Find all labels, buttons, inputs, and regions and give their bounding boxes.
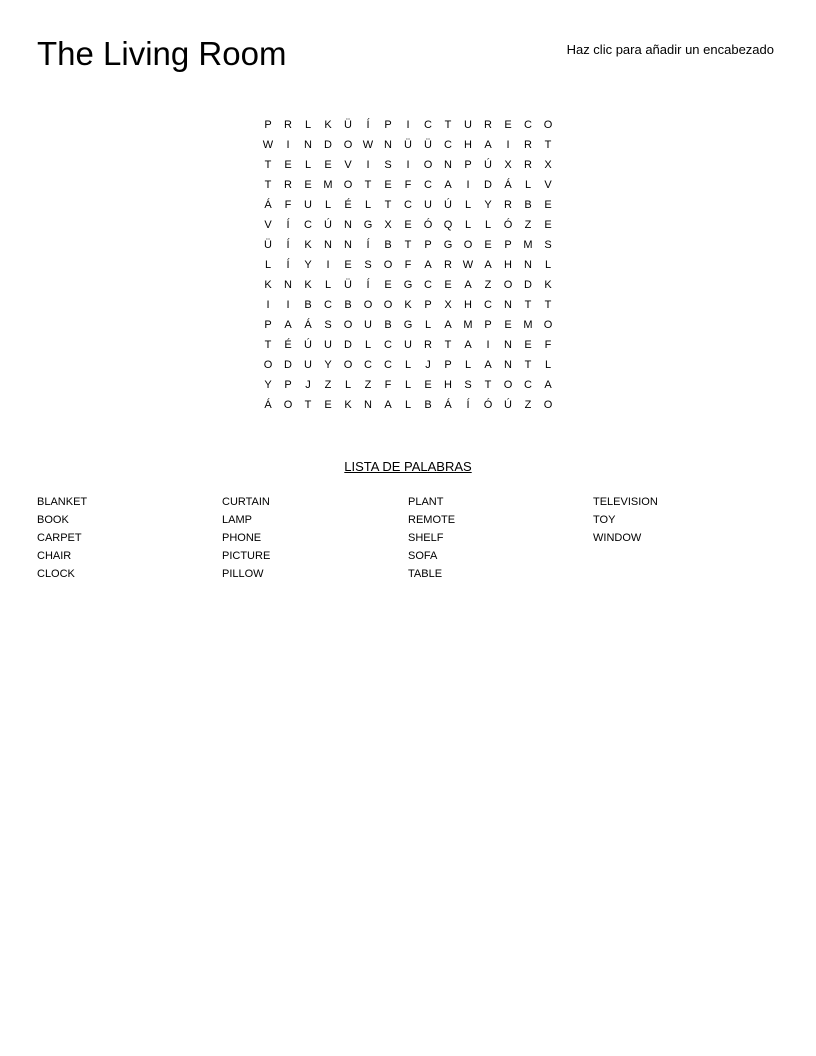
grid-letter: S — [364, 259, 372, 271]
grid-letter: A — [544, 379, 552, 391]
word-item: TELEVISION — [593, 496, 658, 508]
grid-letter: W — [262, 139, 274, 151]
grid-letter: L — [464, 359, 472, 371]
grid-letter: Ü — [404, 139, 412, 151]
grid-letter: X — [444, 299, 452, 311]
word-column-4 — [593, 493, 773, 547]
grid-letter: K — [324, 119, 332, 131]
grid-letter: Q — [443, 219, 453, 231]
grid-letter: I — [406, 159, 410, 171]
grid-letter: Í — [286, 259, 290, 271]
grid-letter: N — [364, 399, 372, 411]
word-column-1 — [37, 493, 217, 583]
grid-letter: Á — [264, 399, 272, 411]
grid-letter: É — [284, 339, 292, 351]
word-item: WINDOW — [593, 532, 642, 544]
grid-letter: P — [284, 379, 292, 391]
grid-letter: F — [404, 179, 412, 191]
grid-letter: R — [284, 119, 292, 131]
grid-letter: Ú — [484, 159, 492, 171]
grid-letter: F — [284, 199, 292, 211]
grid-letter: L — [484, 219, 492, 231]
word-item: CARPET — [37, 532, 82, 544]
grid-letter: O — [343, 359, 353, 371]
grid-letter: I — [286, 139, 290, 151]
grid-letter: I — [486, 339, 490, 351]
grid-letter: B — [424, 399, 432, 411]
grid-letter: I — [506, 139, 510, 151]
grid-letter: F — [404, 259, 412, 271]
grid-letter: D — [284, 359, 292, 371]
word-item: BLANKET — [37, 496, 88, 508]
grid-letter: T — [264, 179, 272, 191]
grid-letter: M — [323, 179, 333, 191]
word-item: CURTAIN — [222, 496, 270, 508]
grid-letter: N — [524, 259, 532, 271]
grid-letter: T — [264, 339, 272, 351]
grid-letter: O — [463, 239, 473, 251]
grid-letter: N — [284, 279, 292, 291]
word-item: PICTURE — [222, 550, 271, 562]
grid-letter: E — [544, 219, 552, 231]
grid-letter: Í — [366, 279, 370, 291]
grid-letter: T — [444, 119, 452, 131]
grid-letter: S — [464, 379, 472, 391]
grid-letter: H — [444, 379, 452, 391]
grid-letter: R — [524, 139, 532, 151]
grid-letter: Z — [324, 379, 332, 391]
grid-letter: E — [324, 399, 332, 411]
grid-letter: O — [543, 119, 553, 131]
grid-letter: Ú — [504, 399, 512, 411]
grid-letter: Á — [304, 319, 312, 331]
grid-letter: J — [305, 379, 311, 391]
grid-letter: D — [324, 139, 332, 151]
grid-letter: L — [304, 159, 312, 171]
grid-letter: I — [326, 259, 330, 271]
grid-letter: J — [425, 359, 431, 371]
grid-letter: K — [544, 279, 552, 291]
grid-letter: A — [444, 319, 452, 331]
grid-letter: P — [444, 359, 452, 371]
grid-letter: N — [344, 219, 352, 231]
grid-letter: O — [363, 299, 373, 311]
grid-letter: Ú — [304, 339, 312, 351]
grid-letter: K — [304, 239, 312, 251]
grid-letter: L — [324, 279, 332, 291]
grid-letter: T — [364, 179, 372, 191]
grid-letter: Y — [324, 359, 332, 371]
grid-letter: C — [424, 179, 432, 191]
grid-letter: R — [424, 339, 432, 351]
grid-letter: T — [304, 399, 312, 411]
grid-letter: V — [544, 179, 552, 191]
grid-letter: D — [484, 179, 492, 191]
grid-letter: T — [384, 199, 392, 211]
grid-letter: F — [384, 379, 392, 391]
grid-letter: K — [304, 279, 312, 291]
grid-letter: E — [484, 239, 492, 251]
grid-letter: C — [384, 359, 392, 371]
grid-letter: O — [343, 179, 353, 191]
grid-letter: A — [484, 359, 492, 371]
grid-letter: O — [543, 319, 553, 331]
grid-letter: S — [324, 319, 332, 331]
grid-letter: U — [404, 339, 412, 351]
grid-letter: U — [464, 119, 472, 131]
grid-letter: E — [344, 259, 352, 271]
grid-letter: T — [404, 239, 412, 251]
grid-letter: P — [464, 159, 472, 171]
grid-letter: K — [404, 299, 412, 311]
grid-letter: S — [384, 159, 392, 171]
word-item: TOY — [593, 514, 616, 526]
word-item: PLANT — [408, 496, 444, 508]
grid-letter: L — [404, 399, 412, 411]
grid-letter: P — [504, 239, 512, 251]
grid-letter: C — [484, 299, 492, 311]
header-placeholder[interactable]: Haz clic para añadir un encabezado — [566, 42, 774, 57]
grid-letter: Í — [366, 119, 370, 131]
grid-letter: G — [403, 319, 413, 331]
grid-letter: L — [264, 259, 272, 271]
grid-letter: U — [324, 339, 332, 351]
grid-letter: L — [304, 119, 312, 131]
grid-letter: Í — [286, 239, 290, 251]
grid-letter: Ü — [344, 119, 352, 131]
grid-letter: W — [362, 139, 374, 151]
grid-letter: Z — [524, 399, 532, 411]
grid-letter: H — [504, 259, 512, 271]
grid-letter: G — [443, 239, 453, 251]
grid-letter: O — [283, 399, 293, 411]
word-column-3 — [408, 493, 588, 583]
grid-letter: P — [264, 119, 272, 131]
grid-letter: T — [524, 299, 532, 311]
grid-letter: H — [464, 139, 472, 151]
grid-letter: O — [383, 299, 393, 311]
grid-letter: E — [384, 279, 392, 291]
grid-letter: E — [304, 179, 312, 191]
grid-letter: L — [544, 259, 552, 271]
grid-letter: R — [484, 119, 492, 131]
grid-letter: L — [364, 199, 372, 211]
grid-letter: V — [344, 159, 352, 171]
grid-letter: Á — [444, 399, 452, 411]
grid-letter: P — [424, 299, 432, 311]
grid-letter: C — [424, 119, 432, 131]
word-search-grid — [258, 115, 558, 415]
grid-letter: C — [424, 279, 432, 291]
grid-letter: T — [544, 139, 552, 151]
grid-letter: U — [424, 199, 432, 211]
word-item: TABLE — [408, 568, 443, 580]
grid-letter: Y — [304, 259, 312, 271]
grid-letter: Á — [504, 179, 512, 191]
grid-letter: B — [384, 319, 392, 331]
grid-letter: P — [264, 319, 272, 331]
grid-letter: G — [403, 279, 413, 291]
grid-letter: N — [384, 139, 392, 151]
word-item: LAMP — [222, 514, 252, 526]
grid-letter: B — [524, 199, 532, 211]
grid-letter: F — [544, 339, 552, 351]
grid-letter: L — [364, 339, 372, 351]
grid-letter: L — [524, 179, 532, 191]
grid-letter: W — [462, 259, 474, 271]
grid-letter: M — [463, 319, 473, 331]
grid-letter: Ó — [503, 219, 513, 231]
word-item: PHONE — [222, 532, 262, 544]
grid-letter: G — [363, 219, 373, 231]
grid-letter: I — [466, 179, 470, 191]
grid-letter: A — [424, 259, 432, 271]
grid-letter: R — [284, 179, 292, 191]
grid-letter: L — [464, 199, 472, 211]
grid-letter: L — [404, 379, 412, 391]
grid-letter: N — [344, 239, 352, 251]
grid-letter: Ó — [483, 399, 493, 411]
grid-letter: I — [366, 159, 370, 171]
grid-letter: N — [504, 339, 512, 351]
grid-letter: X — [384, 219, 392, 231]
grid-letter: B — [344, 299, 352, 311]
grid-letter: L — [424, 319, 432, 331]
grid-letter: E — [504, 119, 512, 131]
grid-letter: R — [444, 259, 452, 271]
grid-letter: T — [444, 339, 452, 351]
word-item: BOOK — [37, 514, 69, 526]
page-title: The Living Room — [37, 35, 287, 72]
word-column-2 — [222, 493, 402, 583]
grid-letter: E — [284, 159, 292, 171]
grid-letter: C — [384, 339, 392, 351]
grid-letter: É — [344, 199, 352, 211]
word-item: CLOCK — [37, 568, 75, 580]
grid-letter: L — [544, 359, 552, 371]
grid-letter: E — [384, 179, 392, 191]
grid-letter: Í — [366, 239, 370, 251]
grid-letter: E — [404, 219, 412, 231]
grid-letter: E — [524, 339, 532, 351]
grid-letter: Ü — [264, 239, 272, 251]
grid-letter: Y — [484, 199, 492, 211]
grid-letter: E — [544, 199, 552, 211]
grid-letter: I — [286, 299, 290, 311]
grid-letter: P — [384, 119, 392, 131]
grid-letter: E — [504, 319, 512, 331]
grid-letter: Í — [466, 399, 470, 411]
grid-letter: N — [504, 299, 512, 311]
word-list-heading — [0, 459, 816, 475]
grid-letter: A — [384, 399, 392, 411]
grid-letter: L — [324, 199, 332, 211]
grid-letter: U — [304, 359, 312, 371]
grid-letter: L — [404, 359, 412, 371]
grid-letter: T — [484, 379, 492, 391]
grid-letter: Ü — [424, 139, 432, 151]
grid-letter: M — [523, 239, 533, 251]
grid-letter: L — [464, 219, 472, 231]
grid-letter: O — [343, 139, 353, 151]
grid-letter: U — [364, 319, 372, 331]
grid-letter: O — [423, 159, 433, 171]
grid-letter: N — [304, 139, 312, 151]
grid-letter: A — [484, 139, 492, 151]
grid-letter: C — [444, 139, 452, 151]
word-item: REMOTE — [408, 514, 456, 526]
grid-letter: S — [544, 239, 552, 251]
grid-letter: T — [524, 359, 532, 371]
grid-letter: O — [543, 399, 553, 411]
grid-letter: C — [324, 299, 332, 311]
grid-letter: O — [263, 359, 273, 371]
word-item: SHELF — [408, 532, 444, 544]
grid-letter: L — [344, 379, 352, 391]
grid-letter: A — [284, 319, 292, 331]
grid-letter: I — [406, 119, 410, 131]
grid-letter: R — [504, 199, 512, 211]
grid-letter: D — [344, 339, 352, 351]
word-list-title: LISTA DE PALABRAS — [344, 459, 472, 474]
grid-letter: D — [524, 279, 532, 291]
grid-letter: E — [424, 379, 432, 391]
grid-letter: Ú — [444, 199, 452, 211]
grid-letter: M — [523, 319, 533, 331]
grid-letter: H — [464, 299, 472, 311]
grid-letter: Ú — [324, 219, 332, 231]
grid-letter: Z — [484, 279, 492, 291]
grid-letter: Z — [364, 379, 372, 391]
grid-letter: X — [544, 159, 552, 171]
grid-letter: P — [484, 319, 492, 331]
grid-letter: N — [504, 359, 512, 371]
grid-letter: O — [343, 319, 353, 331]
grid-letter: Ü — [344, 279, 352, 291]
grid-letter: A — [444, 179, 452, 191]
grid-letter: Y — [264, 379, 272, 391]
grid-letter: P — [424, 239, 432, 251]
word-item: SOFA — [408, 550, 438, 562]
grid-letter: E — [324, 159, 332, 171]
grid-letter: C — [304, 219, 312, 231]
grid-letter: I — [266, 299, 270, 311]
word-item: PILLOW — [222, 568, 264, 580]
grid-letter: R — [524, 159, 532, 171]
grid-letter: A — [484, 259, 492, 271]
grid-letter: K — [344, 399, 352, 411]
grid-letter: T — [544, 299, 552, 311]
grid-letter: C — [404, 199, 412, 211]
grid-letter: X — [504, 159, 512, 171]
word-item: CHAIR — [37, 550, 72, 562]
grid-letter: T — [264, 159, 272, 171]
grid-letter: E — [444, 279, 452, 291]
grid-letter: B — [304, 299, 312, 311]
grid-letter: V — [264, 219, 272, 231]
grid-letter: Í — [286, 219, 290, 231]
grid-letter: Á — [264, 199, 272, 211]
grid-letter: U — [304, 199, 312, 211]
grid-letter: C — [364, 359, 372, 371]
grid-letter: O — [503, 279, 513, 291]
grid-letter: N — [324, 239, 332, 251]
grid-letter: C — [524, 119, 532, 131]
grid-letter: N — [444, 159, 452, 171]
grid-letter: Z — [524, 219, 532, 231]
grid-letter: A — [464, 279, 472, 291]
grid-letter: Ó — [423, 219, 433, 231]
grid-letter: K — [264, 279, 272, 291]
grid-letter: A — [464, 339, 472, 351]
grid-letter: O — [383, 259, 393, 271]
grid-letter: B — [384, 239, 392, 251]
grid-letter: C — [524, 379, 532, 391]
grid-letter: O — [503, 379, 513, 391]
